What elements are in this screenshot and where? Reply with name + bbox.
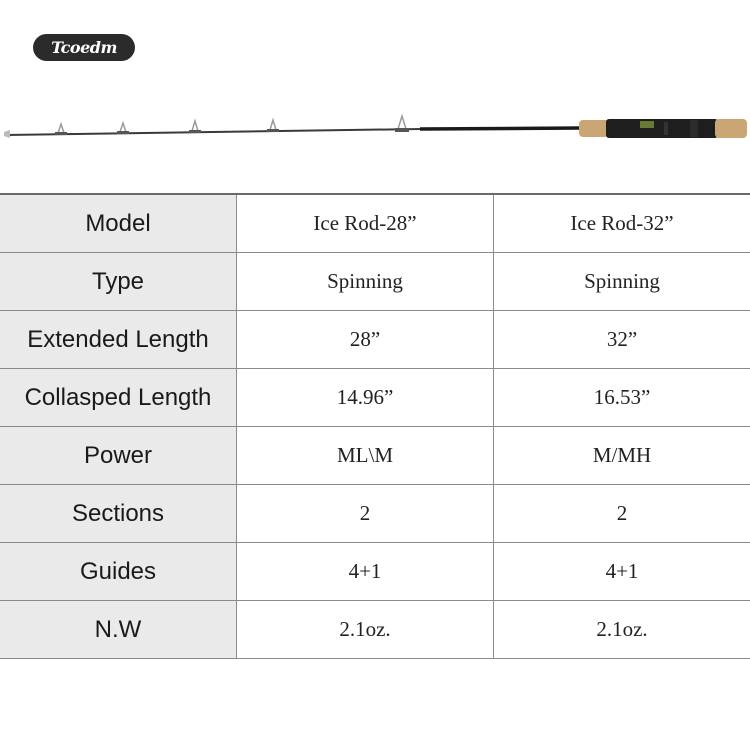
brand-logo-text: Tcoedm [51, 38, 117, 57]
ice-rod-28-value: 2.1oz. [237, 601, 494, 659]
table-row [0, 311, 750, 369]
row-label: Type [0, 253, 237, 311]
table-row [0, 369, 750, 427]
table-row [0, 253, 750, 311]
row-label: Guides [0, 543, 237, 601]
row-label: N.W [0, 601, 237, 659]
ice-rod-32-value: Ice Rod-32” [494, 194, 750, 253]
table-row [0, 543, 750, 601]
table-row [0, 601, 750, 659]
table-row [0, 194, 750, 253]
row-label: Collasped Length [0, 369, 237, 427]
ice-rod-28-value: ML\M [237, 427, 494, 485]
rod-image [0, 108, 750, 158]
ice-rod-32-value: 4+1 [494, 543, 750, 601]
table-row [0, 427, 750, 485]
ice-rod-28-value: 2 [237, 485, 494, 543]
ice-rod-28-value: Ice Rod-28” [237, 194, 494, 253]
ice-rod-32-value: Spinning [494, 253, 750, 311]
brand-logo [33, 34, 135, 61]
table-row [0, 485, 750, 543]
row-label: Power [0, 427, 237, 485]
ice-rod-32-value: 2.1oz. [494, 601, 750, 659]
ice-rod-28-value: Spinning [237, 253, 494, 311]
ice-rod-32-value: M/MH [494, 427, 750, 485]
ice-rod-32-value: 2 [494, 485, 750, 543]
row-label: Model [0, 194, 237, 253]
row-label: Extended Length [0, 311, 237, 369]
ice-rod-32-value: 32” [494, 311, 750, 369]
ice-rod-32-value: 16.53” [494, 369, 750, 427]
ice-rod-28-value: 14.96” [237, 369, 494, 427]
spec-table [0, 193, 750, 659]
ice-rod-28-value: 28” [237, 311, 494, 369]
ice-rod-28-value: 4+1 [237, 543, 494, 601]
row-label: Sections [0, 485, 237, 543]
